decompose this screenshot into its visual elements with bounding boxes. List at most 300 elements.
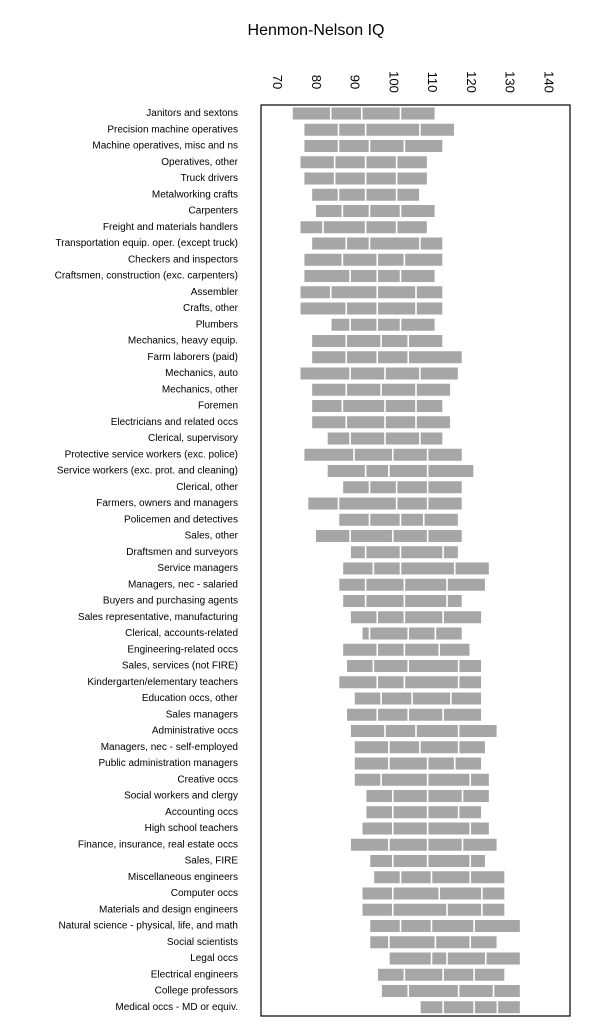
row-label: Managers, nec - self-employed [100,741,238,753]
bar-segment [339,579,365,591]
row-label: Service managers [157,563,238,575]
row-label: Machine operatives, misc and ns [92,140,238,152]
chart-row [161,156,427,168]
bar-segment [301,221,323,233]
bar-segment [339,189,365,201]
bar-segment [459,676,481,688]
chart-row [166,709,481,721]
row-label: Janitors and sextons [146,108,238,120]
row-label: Clerical, other [176,481,238,493]
bar-segment [394,855,427,867]
bar-segment [432,920,473,932]
row-label: Precision machine operatives [107,124,238,136]
bar-segment [332,286,377,298]
bar-segment [332,108,361,120]
x-tick-label: 130 [502,71,518,93]
bar-segment [417,725,458,737]
x-tick-label: 120 [463,71,479,93]
chart-row [98,758,481,770]
bar-segment [428,790,461,802]
bar-segment [390,953,431,965]
bar-segment [394,449,427,461]
bar-segment [386,416,415,428]
chart-row [87,676,481,688]
bar-segment [312,384,345,396]
chart-row [148,433,442,445]
bar-segment [405,611,442,623]
bar-segment [413,693,450,705]
bar-segment [312,189,338,201]
row-label: Mechanics, heavy equip. [127,335,238,347]
bar-segment [428,823,469,835]
bar-segment [339,498,396,510]
bar-segment [382,774,427,786]
chart-row [152,189,419,201]
bar-segment [390,741,419,753]
chart-row [128,579,485,591]
bar-segment [343,481,369,493]
bar-segment [347,303,376,315]
bar-segment [366,790,392,802]
bar-segment [444,611,481,623]
bar-segment [390,758,427,770]
bar-segment [335,173,364,185]
bar-segment [351,546,365,558]
bar-segment [459,806,481,818]
bar-segment [428,839,461,851]
x-tick-label: 80 [308,74,324,90]
row-label: Managers, nec - salaried [127,579,238,591]
bar-segment [304,254,341,266]
row-label: Assembler [190,286,238,298]
chart-row [165,806,481,818]
bar-segment [328,433,350,445]
bar-segment [386,400,415,412]
bar-segment [347,384,380,396]
row-label: Public administration managers [98,758,238,770]
bar-segment [363,904,392,916]
bar-segment [428,498,461,510]
bar-segment [397,481,426,493]
bar-segment [378,676,404,688]
bar-segment [370,628,407,640]
chart-row [183,303,442,315]
chart-row [185,855,485,867]
bar-segment [332,319,350,331]
bar-segment [351,433,384,445]
chart-row [122,660,481,672]
bar-segment [475,920,520,932]
bar-segment [351,368,384,380]
bar-segment [401,546,442,558]
bar-segment [351,725,384,737]
bar-segment [405,644,438,656]
chart-row [146,108,434,120]
bar-segment [421,238,443,250]
bar-segment [382,693,411,705]
row-label: Protective service workers (exc. police) [64,449,238,461]
bar-segment [428,855,469,867]
bar-segment [471,871,504,883]
bar-segment [343,644,376,656]
bar-segment [471,823,489,835]
bar-segment [301,368,350,380]
bar-segment [417,303,443,315]
bar-segment [456,758,482,770]
chart-row [177,774,488,786]
bar-segment [366,806,392,818]
bar-segment [498,1001,520,1013]
bar-segment [355,741,388,753]
row-label: Carpenters [188,205,238,217]
bar-segment [448,953,485,965]
bar-segment [436,628,462,640]
chart-row [162,384,450,396]
chart-row [124,514,458,526]
bar-segment [366,595,403,607]
bar-segment [343,254,376,266]
bar-segment [428,530,461,542]
row-label: Metalworking crafts [151,189,238,201]
chart-row [198,400,442,412]
bar-segment [351,611,377,623]
bar-segment [401,920,430,932]
bar-segment [428,774,469,786]
chart-row [191,286,443,298]
chart-row [128,335,442,347]
chart-row [57,465,474,477]
bar-segment [351,270,377,282]
row-label: Materials and design engineers [99,904,238,916]
bar-segment [378,270,400,282]
bar-segment [382,335,408,347]
bar-segment [405,254,442,266]
bar-segment [378,286,415,298]
bar-segment [444,546,458,558]
bar-segment [417,286,443,298]
chart-row [128,871,504,883]
bar-segment [366,221,395,233]
bar-segment [355,774,381,786]
bar-segment [374,563,400,575]
row-label: Checkers and inspectors [127,254,238,266]
bar-segment [324,221,365,233]
bar-segment [339,140,368,152]
bar-segment [363,628,369,640]
row-label: Clerical, accounts-related [125,628,238,640]
bar-segment [374,660,407,672]
bar-segment [370,238,419,250]
bar-segment [366,156,395,168]
chart-row [151,969,505,981]
bar-segment [417,400,443,412]
bar-segment [370,205,399,217]
bar-segment [428,465,473,477]
row-label: Plumbers [195,319,238,331]
bar-segment [351,530,392,542]
bar-segment [339,514,368,526]
bar-segment [471,936,497,948]
bar-segment [355,693,381,705]
bar-segment [401,871,430,883]
bar-segment [417,416,450,428]
bar-segment [347,351,376,363]
bar-segment [293,108,330,120]
bar-segment [425,514,458,526]
bar-segment [483,904,505,916]
bar-segment [366,189,395,201]
bar-segment [421,433,443,445]
bar-segment [378,644,404,656]
bar-segment [452,693,481,705]
chart-row [127,644,469,656]
bar-segment [363,108,400,120]
chart-row [99,904,504,916]
row-label: Foremen [197,400,238,412]
bar-segment [475,1001,497,1013]
bar-segment [312,416,345,428]
bar-segment [394,790,427,802]
chart-row [78,611,481,623]
row-label: Transportation equip. oper. (except truck) [55,238,238,250]
bar-segment [405,595,446,607]
x-tick-label: 100 [386,71,402,93]
chart-row [189,205,435,217]
bar-segment [471,855,485,867]
chart-row [103,221,427,233]
bar-segment [347,335,380,347]
bar-segment [436,936,469,948]
bar-segment [386,368,419,380]
chart-row [155,985,520,997]
bar-segment [390,839,427,851]
row-label: Buyers and purchasing agents [102,595,238,607]
row-label: Finance, insurance, real estate occs [77,839,238,851]
chart-row [101,741,485,753]
chart-row [196,319,435,331]
bar-segment [343,205,369,217]
bar-segment [401,270,434,282]
x-axis-ticks [270,71,556,93]
bar-segment [308,498,337,510]
bar-segment [301,286,330,298]
row-label: Operatives, other [161,156,238,168]
bar-segment [390,465,427,477]
x-tick-label: 90 [347,74,363,90]
row-label: Service workers (exc. prot. and cleaning) [56,465,238,477]
bar-segment [409,709,442,721]
bar-segment [339,124,365,136]
chart-row [111,416,450,428]
bar-segment [312,238,345,250]
bar-segment [483,888,505,900]
bar-segment [343,400,384,412]
chart-rows [55,108,520,1014]
bar-segment [366,173,395,185]
row-label: Policemen and detectives [124,514,238,526]
bar-segment [378,319,400,331]
bar-segment [448,595,462,607]
row-label: Clerical, supervisory [147,433,238,445]
chart-row [147,351,461,363]
bar-segment [440,888,481,900]
chart-row [171,888,505,900]
bar-segment [394,904,447,916]
bar-segment [448,904,481,916]
chart-row [58,920,519,932]
row-label: Engineering-related occs [127,644,238,656]
row-label: Electricians and related occs [110,416,238,428]
row-label: Accounting occs [165,806,238,818]
row-label: Administrative occs [151,725,238,737]
x-tick-label: 110 [425,71,441,93]
bar-segment [444,969,473,981]
bar-segment [475,969,504,981]
chart-row [125,628,462,640]
bar-segment [304,449,353,461]
row-label: Draftsmen and surveyors [126,546,238,558]
bar-segment [401,205,434,217]
bar-segment [366,579,403,591]
bar-segment [370,936,388,948]
bar-segment [370,855,392,867]
bar-segment [378,303,415,315]
bar-segment [432,953,446,965]
bar-segment [397,189,419,201]
bar-segment [386,433,419,445]
bar-segment [428,806,457,818]
bar-segment [401,563,454,575]
bar-segment [405,140,442,152]
row-label: Social scientists [166,936,238,948]
bar-segment [417,384,450,396]
bar-segment [428,449,461,461]
row-label: College professors [154,985,238,997]
bar-segment [355,449,392,461]
bar-segment [397,221,426,233]
chart-row [152,725,497,737]
chart-row [56,238,443,250]
bar-segment [463,790,489,802]
bar-segment [304,270,349,282]
chart-row [92,140,442,152]
bar-segment [301,303,346,315]
row-label: Computer occs [170,888,238,900]
bar-segment [363,823,392,835]
bar-segment [304,140,337,152]
bar-segment [394,888,439,900]
bar-segment [397,498,426,510]
bar-segment [370,920,399,932]
bar-segment [471,774,489,786]
bar-segment [347,416,384,428]
bar-segment [405,579,446,591]
bar-segment [343,563,372,575]
chart-row [126,546,458,558]
bar-segment [394,530,427,542]
bar-segment [405,969,442,981]
bar-segment [347,238,369,250]
row-label: Sales, other [184,530,238,542]
bar-segment [428,481,461,493]
chart-row [115,1001,519,1013]
bar-segment [440,644,469,656]
row-label: Legal occs [190,953,238,965]
bar-segment [494,985,520,997]
bar-segment [401,108,434,120]
row-label: Education occs, other [141,693,238,705]
chart-row [65,449,462,461]
x-tick-label: 70 [270,74,286,90]
bar-segment [316,530,349,542]
bar-segment [378,969,404,981]
chart-title: Henmon-Nelson IQ [247,22,385,39]
bar-segment [301,156,334,168]
bar-segment [390,936,435,948]
bar-segment [421,124,454,136]
bar-segment [378,709,407,721]
bar-segment [421,741,458,753]
row-label: Farm laborers (paid) [147,351,238,363]
bar-segment [363,888,392,900]
row-label: Farmers, owners and managers [96,498,238,510]
row-label: Mechanics, other [161,384,238,396]
bar-segment [312,351,345,363]
chart-row [165,368,458,380]
chart-row [185,530,462,542]
row-label: Sales, FIRE [184,855,238,867]
chart-row [190,953,520,965]
bar-segment [304,124,337,136]
x-tick-label: 140 [541,71,557,93]
bar-segment [366,546,399,558]
chart-row [181,173,427,185]
bar-segment [312,335,345,347]
bar-segment [397,173,426,185]
bar-segment [401,319,434,331]
bar-segment [343,595,365,607]
chart-row [176,481,461,493]
bar-segment [394,823,427,835]
chart-row [157,563,488,575]
row-label: Creative occs [177,774,238,786]
bar-segment [409,335,442,347]
bar-segment [366,124,419,136]
bar-segment [312,400,341,412]
bar-segment [335,156,364,168]
row-label: Freight and materials handlers [102,221,238,233]
bar-segment [370,514,399,526]
chart-row [145,823,489,835]
chart-row [142,693,481,705]
bar-segment [355,758,388,770]
row-label: Social workers and clergy [124,790,238,802]
row-label: Sales representative, manufacturing [77,611,238,623]
chart-row [107,124,454,136]
bar-segment [366,465,388,477]
bar-segment [405,676,458,688]
bar-segment [487,953,520,965]
bar-segment [409,660,458,672]
row-label: Sales managers [165,709,238,721]
bar-segment [401,514,423,526]
bar-segment [397,156,426,168]
bar-segment [370,481,396,493]
bar-segment [459,660,481,672]
bar-segment [459,985,492,997]
bar-segment [351,839,388,851]
chart-row [103,595,462,607]
